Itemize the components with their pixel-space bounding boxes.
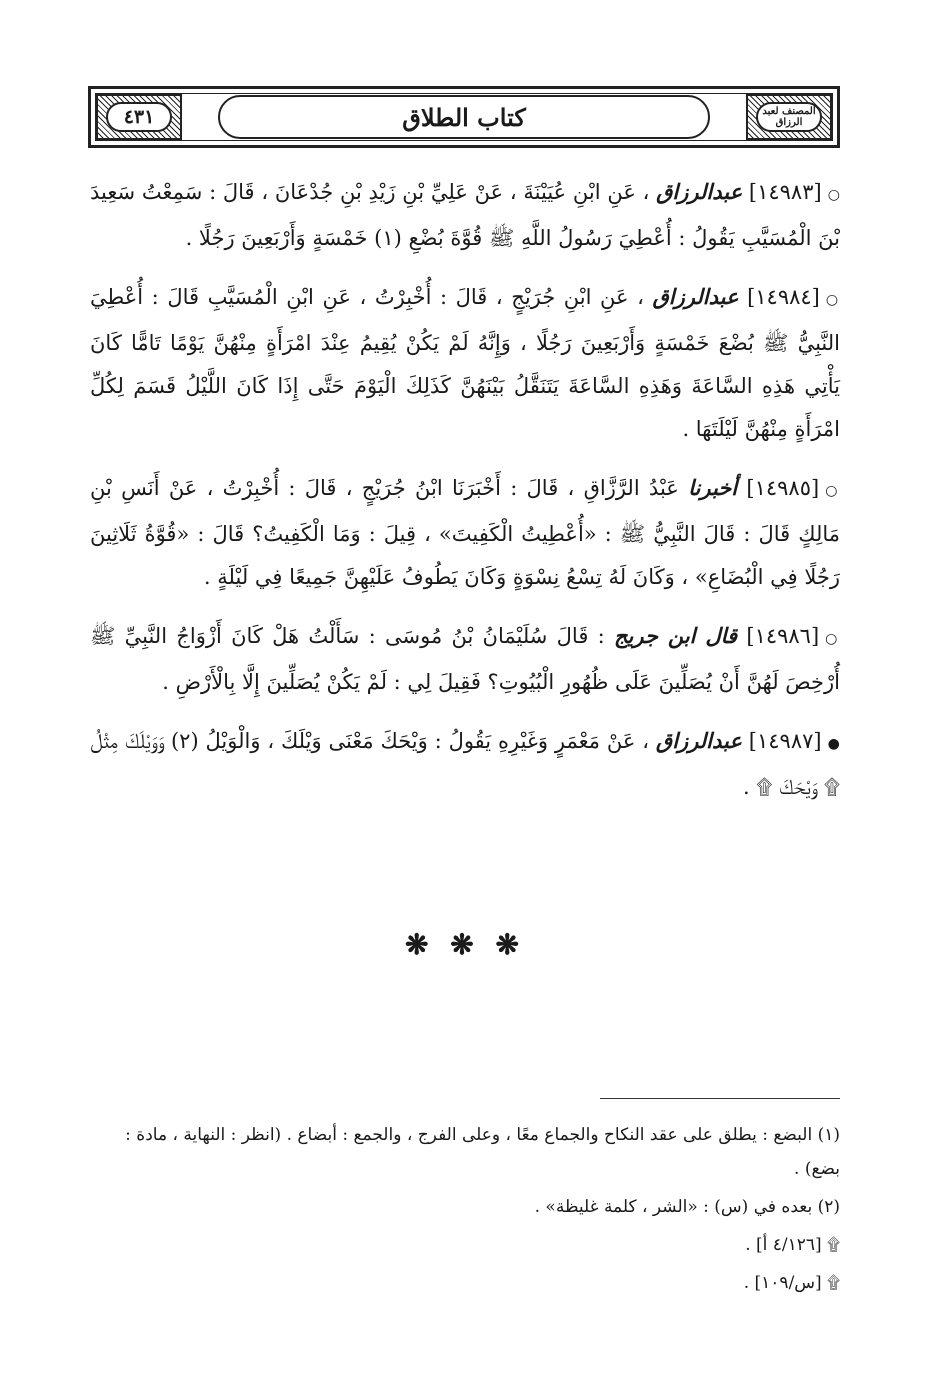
narrator: عبدالرزاق: [656, 179, 743, 204]
entry-marker: ○: [825, 631, 840, 647]
hadith-entry: [90, 466, 840, 599]
narrator: قال ابن جريج: [613, 623, 738, 648]
section-separator: ❋ ❋ ❋: [405, 928, 525, 961]
footnote: ۩ [س/١٠٩] .: [743, 1273, 840, 1293]
page-header: [88, 86, 840, 148]
book-logo: [746, 94, 832, 140]
hadith-text: ، عَنِ ابْنِ جُرَيْجٍ ، قَالَ : أُخْبِرْتُ ، عَنِ ابْنِ الْمُسَيَّبِ قَالَ : أُعْطِيَ النَّبِيُّ ﷺ بُضْعَ خَمْسَةٍ وَأَرْبَعِينَ رَجُلًا ، وَإِنَّهُ لَمْ يَكُنْ يُقِيمُ عِنْدَ امْرَأَةٍ مِنْهُنَّ يَوْمًا تَامًّا كَانَ يَأْتِي هَذِهِ السَّاعَةَ وَهَذِهِ السَّاعَةَ يَتَنَقَّلُ بَيْنَهُنَّ كَذَلِكَ الْيَوْمَ حَتَّى إِذَا كَانَ اللَّيْلُ قَسَمَ لِكُلِّ امْرَأَةٍ مِنْهُنَّ لَيْلَتَهَا .: [90, 285, 840, 441]
entry-marker: ○: [825, 483, 840, 499]
hadith-text: : قَالَ سُلَيْمَانُ بْنُ مُوسَى : سَأَلْتُ هَلْ كَانَ أَزْوَاجُ النَّبِيِّ ﷺ أُرْخِصَ لَهُنَّ أَنْ يُصَلِّينَ عَلَى ظُهُورِ الْبُيُوتِ؟ فَقِيلَ لِي : لَمْ يَكُنْ يُصَلِّينَ إِلَّا بِالْأَرْضِ .: [90, 624, 840, 694]
narrator: عبدالرزاق: [655, 728, 742, 753]
hadith-number: [١٤٩٨٣]: [748, 180, 822, 204]
hadith-text: عَبْدُ الرَّزَّاقِ ، قَالَ : أَخْبَرَنَا ابْنُ جُرَيْجٍ ، قَالَ : أُخْبِرْتُ ، عَنْ أَنَسِ بْنِ مَالِكٍ قَالَ : قَالَ النَّبِيُّ ﷺ : «أُعْطِيتُ الْكَفِيتَ» ، قِيلَ : وَمَا الْكَفِيتُ؟ قَالَ : «قُوَّةُ ثَلَاثِينَ رَجُلًا فِي الْبُضَاعِ» ، وَكَانَ لَهُ تِسْعُ نِسْوَةٍ وَكَانَ يَطُوفُ عَلَيْهِنَّ جَمِيعًا فِي لَيْلَةٍ .: [90, 476, 840, 589]
page-number: ٤٣١: [106, 102, 172, 132]
footnote: (١) البضع : يطلق على عقد النكاح والجماع معًا ، وعلى الفرج ، والجمع : أبضاع . (انظر : النهاية ، مادة : بضع) .: [125, 1125, 840, 1179]
hadith-entry: [90, 614, 840, 704]
hadith-number: [١٤٩٨٧]: [748, 729, 822, 753]
footnotes: [90, 1118, 840, 1304]
chapter-title: كتاب الطلاق: [218, 95, 710, 139]
hadith-entry: [90, 170, 840, 260]
hadith-entry: [90, 275, 840, 451]
entry-marker: ○: [827, 187, 840, 203]
footnote-rule: [600, 1098, 840, 1099]
entry-marker: ●: [827, 736, 840, 752]
hadith-number: [١٤٩٨٥]: [746, 476, 820, 500]
hadith-text: ، عَنْ مَعْمَرٍ وَغَيْرِهِ يَقُولُ : وَيْحَكَ مَعْنَى وَيْلَكَ ، وَالْوَيْلُ (٢) وَوَيْلَكَ مِثْلُ ۩ وَيْحَكَ ۩ .: [90, 729, 840, 799]
page-number-ornament: [96, 94, 182, 140]
entry-marker: ○: [825, 292, 840, 308]
hadith-text: ، عَنِ ابْنِ عُيَيْنَةَ ، عَنْ عَلِيِّ بْنِ زَيْدِ بْنِ جُدْعَانَ ، قَالَ : سَمِعْتُ سَعِيدَ بْنَ الْمُسَيَّبِ يَقُولُ : أُعْطِيَ رَسُولُ اللَّهِ ﷺ قُوَّةَ بُضْعِ (١) خَمْسَةٍ وَأَرْبَعِينَ رَجُلًا .: [90, 180, 840, 250]
narrator: أخبرنا: [688, 475, 738, 500]
hadith-number: [١٤٩٨٤]: [747, 285, 820, 309]
book-logo-text: المصنف لعبد الرزاق: [756, 102, 822, 132]
main-text: [90, 170, 840, 824]
hadith-entry: [90, 719, 840, 809]
footnote: (٢) بعده في (س) : «الشر ، كلمة غليظة» .: [534, 1197, 840, 1217]
footnote: ۩ [٤/١٢٦ أ] .: [745, 1235, 840, 1255]
hadith-number: [١٤٩٨٦]: [746, 624, 820, 648]
narrator: عبدالرزاق: [652, 284, 739, 309]
